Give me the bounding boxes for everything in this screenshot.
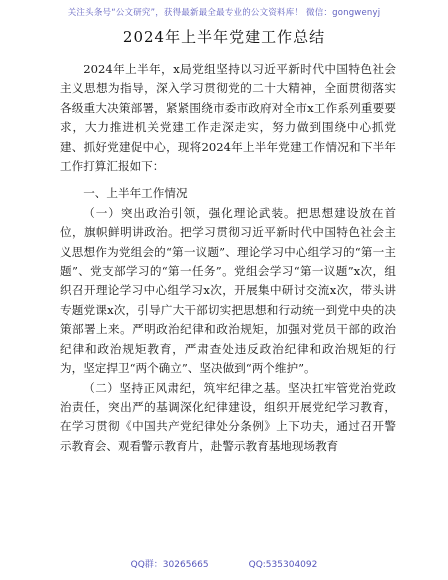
- header-banner: 关注头条号“公文研究”，获得最新最全最专业的公文资料库！ 微信：gongwenyj: [67, 8, 381, 18]
- footer-contact: [0, 557, 448, 570]
- document-body: [60, 60, 396, 456]
- footer-qq-group: QQ群：30265665: [130, 560, 209, 570]
- body-paragraph-2: （二）坚持正风肃纪，筑牢纪律之基。坚决扛牢管党治党政治责任，突出严的基调深化纪律建设，组织开展党纪学习教育，在学习贯彻《中国共产党纪律处分条例》上下功夫，通过召开警示教育会、观看警示教育片，赴警示教育基地现场教育: [60, 380, 396, 453]
- document-title: 2024年上半年党建工作总结: [122, 28, 326, 46]
- section-heading: 一、上半年工作情况: [83, 186, 188, 201]
- body-paragraph-1: （一）突出政治引领，强化理论武装。把思想建设放在首位，旗帜鲜明讲政治。把学习贯彻习近平新时代中国特色社会主义思想作为党组会的“第一议题”、理论学习中心组学习的“第一主题”、党支部学习的“第一任务”。党组会学习“第一议题”x次，组织召开理论学习中心组学习x次，开展集中研讨交流x次，带头讲专题党课x次，引导广大干部切实把思想和行动统一到党中央的决策部署上来。严明政治纪律和政治规矩，加强对党员干部的政治纪律和政治规矩教育，严肃查处违反政治纪律和政治规矩的行为，坚定捍卫“两个确立”、坚决做到“两个维护”。: [60, 205, 396, 376]
- intro-paragraph: 2024年上半年，x局党组坚持以习近平新时代中国特色社会主义思想为指导，深入学习贯彻党的二十大精神，全面贯彻落实各级重大决策部署，紧紧围绕市委市政府对全市x工作系列重要要求，大力推进机关党建工作走深走实，努力做到围绕中心抓党建、抓好党建促中心，现将2024年上半年党建工作情况和下半年工作打算汇报如下：: [60, 62, 396, 174]
- footer-qq: QQ:535304092: [248, 560, 318, 570]
